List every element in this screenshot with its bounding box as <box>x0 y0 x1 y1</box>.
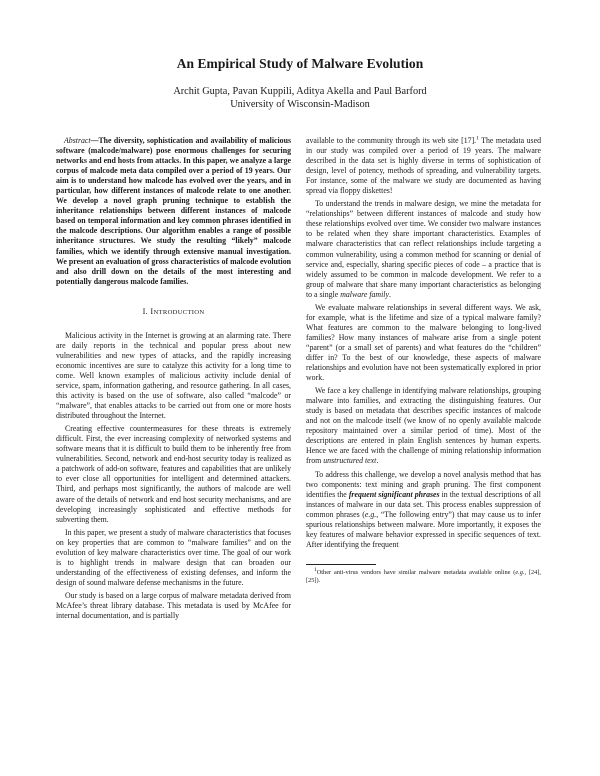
footnote: $^1$Other anti-virus vendors have similar malware metadata available online (e.g., [24], [25]). <box>306 566 541 584</box>
intro-paragraph: Creating effective countermeasures for these threats is extremely difficult. First, the ever increasing complexity of networked systems and software means that it is difficult to build them to be inherently free from vulnerabilities. Second, network and end-host security today is realized as a patchwork of add-on software, features and capabilities that are unlikely to ever close all opportunities for intelligent and determined attackers. Third, and perhaps most significantly, the authors of malcode are well aware of the details of network and end host security mechanisms, and are developing increasingly sophisticated and effective methods for subverting them. <box>56 424 291 524</box>
abstract-lead: Abstract <box>64 136 91 145</box>
footnote-marker[interactable]: 1 <box>476 135 479 142</box>
abstract <box>56 136 291 287</box>
section-heading-introduction: I. INTRODUCTION <box>142 306 205 316</box>
footnote-divider <box>306 564 376 565</box>
body-paragraph: We face a key challenge in identifying malware relationships, grouping malware into families, and extracting the distinguishing features. Our study is based on metadata that describes specific instances of malcode and not on the malcode itself (we know of no openly available malcode repository maintained over a similar period of time). Most of the descriptions are entered in plain English sentences by human experts. Hence we are faced with the challenge of mining relationship information from unstructured text. <box>306 386 541 466</box>
left-column <box>56 136 291 624</box>
body-paragraph: To understand the trends in malware design, we mine the metadata for “relationships” between different instances of malcode and study how these relationships evolved over time. We consider two malware instances to be related when they share important characteristics. Examples of malware characteristics that can reflect relationships include targeting a common vulnerability, using a common method for scanning or denial of service and, especially, sharing specific pieces of code – a practice that is widely assumed to be common in malcode development. We refer to a group of malware that share many important characteristics as belonging to a single malware family. <box>306 199 541 299</box>
author-affiliation: University of Wisconsin-Madison <box>230 98 370 110</box>
body-paragraph: To address this challenge, we develop a novel analysis method that has two components: text mining and graph pruning. The first component identifies the frequent significant phrases in the textual descriptions of all instances of malware in our data set. This process enables suppression of common phrases (e.g., “The following entry”) that may cause us to infer spurious relationships between malware. More importantly, it exposes the key features of malware behavior expressed in specific sequences of text. After identifying the frequent <box>306 469 541 549</box>
intro-paragraph: Our study is based on a large corpus of malware metadata derived from McAfee’s threat library database. This metadata is used by McAfee for internal documentation, and is partially <box>56 590 291 621</box>
intro-paragraph: Malicious activity in the Internet is growing at an alarming rate. There are daily reports in the technical and popular press about new vulnerabilities and new types of attacks, and the rapidly increasing economic incentives are sure to catalyze this activity for a long time to come. Well known examples of malicious activity include denial of service, spam, information gathering, and resource gathering. In all cases, this activity is based on the use of software, also called “malcode” or “malware”, that enables attacks to be carried out from one or more hosts distributed throughout the Internet. <box>56 330 291 421</box>
intro-paragraph: In this paper, we present a study of malware characteristics that focuses on key properties that are common to “malware families” and on the evolution of key malware characteristics over time. The goal of our work is to highlight trends in malware design that can broaden our understanding of the effectiveness of existing defenses, and inform the design of sound malware defense mechanisms in the future. <box>56 527 291 587</box>
author-block <box>0 86 600 111</box>
author-names: Archit Gupta, Pavan Kuppili, Aditya Akella and Paul Barford <box>173 86 427 97</box>
right-column <box>306 136 541 585</box>
body-paragraph: available to the community through its web site [17].$^1$ The metadata used in our study was compiled over a period of 19 years. The malware described in the data set is highly diverse in terms of sophistication of design, level of potency, methods of spreading, and vulnerability targets. For instance, some of the malware we study are documented as having spread via floppy diskettes! <box>306 135 541 196</box>
paper-title: An Empirical Study of Malware Evolution <box>176 56 424 71</box>
abstract-text: —The diversity, sophistication and availability of malicious software (malcode/malware) pose enormous challenges for securing networks and end hosts from attacks. In this paper, we analyze a large corpus of malcode meta data compiled over a period of 19 years. Our aim is to understand how malcode has evolved over the years, and in particular, how different instances of malcode relate to one another. We develop a novel graph pruning technique to establish the inheritance relationships between different instances of malcode based on temporal information and key common phrases identified in the malcode descriptions. Our algorithm enables a range of possible inheritance structures. We study the resulting “likely” malcode families, which we identify through extensive manual investigation. We present an evaluation of gross characteristics of malcode evolution and also drill down on the details of the most interesting and potentially dangerous malcode families. <box>56 136 291 286</box>
body-paragraph: We evaluate malware relationships in several different ways. We ask, for example, what is the lifetime and size of a typical malware family? What features are common to the malware belonging to long-lived families? How many instances of malware arise from a single potent “parent” (or a small set of parents) and what features do the “children” differ in? To the best of our knowledge, these aspects of malware relationships and evolution have not been systematically explored in prior work. <box>306 302 541 383</box>
